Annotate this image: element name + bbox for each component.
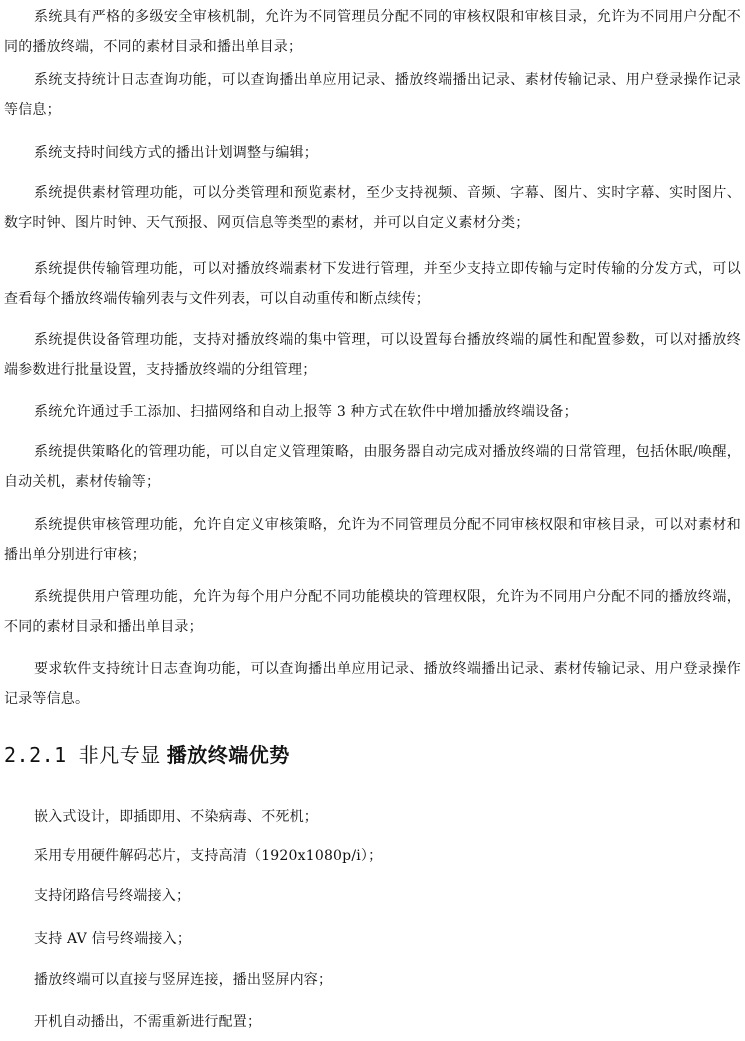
paragraph-policy-management: 系统提供策略化的管理功能，可以自定义管理策略，由服务器自动完成对播放终端的日常管理，包括休眠/唤醒，自动关机，素材传输等； (4, 444, 741, 490)
paragraph-device-management: 系统提供设备管理功能，支持对播放终端的集中管理，可以设置每台播放终端的属性和配置参数，可以对播放终端参数进行批量设置，支持播放终端的分组管理； (4, 332, 741, 378)
advantage-item: 开机自动播出，不需重新进行配置； (34, 1014, 262, 1030)
advantage-item: 采用专用硬件解码芯片，支持高清（1920x1080p/i）； (34, 848, 383, 864)
paragraph-transfer-management: 系统提供传输管理功能，可以对播放终端素材下发进行管理，并至少支持立即传输与定时传输的分发方式，可以查看每个播放终端传输列表与文件列表，可以自动重传和断点续传； (4, 261, 741, 307)
advantage-item: 嵌入式设计，即插即用、不染病毒、不死机； (34, 809, 318, 825)
paragraph-security-audit: 系统具有严格的多级安全审核机制，允许为不同管理员分配不同的审核权限和审核目录，允许为不同用户分配不同的播放终端，不同的素材目录和播出单目录； (4, 9, 741, 55)
paragraph-media-management: 系统提供素材管理功能，可以分类管理和预览素材，至少支持视频、音频、字幕、图片、实时字幕、实时图片、数字时钟、图片时钟、天气预报、网页信息等类型的素材，并可以自定义素材分类； (4, 185, 741, 231)
paragraph-timeline: 系统支持时间线方式的播出计划调整与编辑； (34, 145, 318, 161)
advantage-item: 播放终端可以直接与竖屏连接，播出竖屏内容； (34, 972, 333, 988)
paragraph-user-management: 系统提供用户管理功能，允许为每个用户分配不同功能模块的管理权限，允许为不同用户分配不同的播放终端，不同的素材目录和播出单目录； (4, 589, 741, 635)
section-brand: 非凡专显 (78, 743, 161, 767)
paragraph-add-devices: 系统允许通过手工添加、扫描网络和自动上报等 3 种方式在软件中增加播放终端设备； (34, 404, 578, 420)
advantage-item: 支持闭路信号终端接入； (34, 888, 191, 904)
advantage-item: 支持 AV 信号终端接入； (34, 931, 192, 947)
section-number: 2.2.1 (4, 743, 67, 767)
paragraph-audit-management: 系统提供审核管理功能，允许自定义审核策略，允许为不同管理员分配不同审核权限和审核目录，可以对素材和播出单分别进行审核； (4, 517, 741, 563)
paragraph-software-log-query: 要求软件支持统计日志查询功能，可以查询播出单应用记录、播放终端播出记录、素材传输记录、用户登录操作记录等信息。 (4, 661, 741, 707)
section-heading (4, 740, 290, 770)
paragraph-log-query: 系统支持统计日志查询功能，可以查询播出单应用记录、播放终端播出记录、素材传输记录、用户登录操作记录等信息； (4, 72, 741, 118)
section-title: 播放终端优势 (166, 743, 290, 767)
